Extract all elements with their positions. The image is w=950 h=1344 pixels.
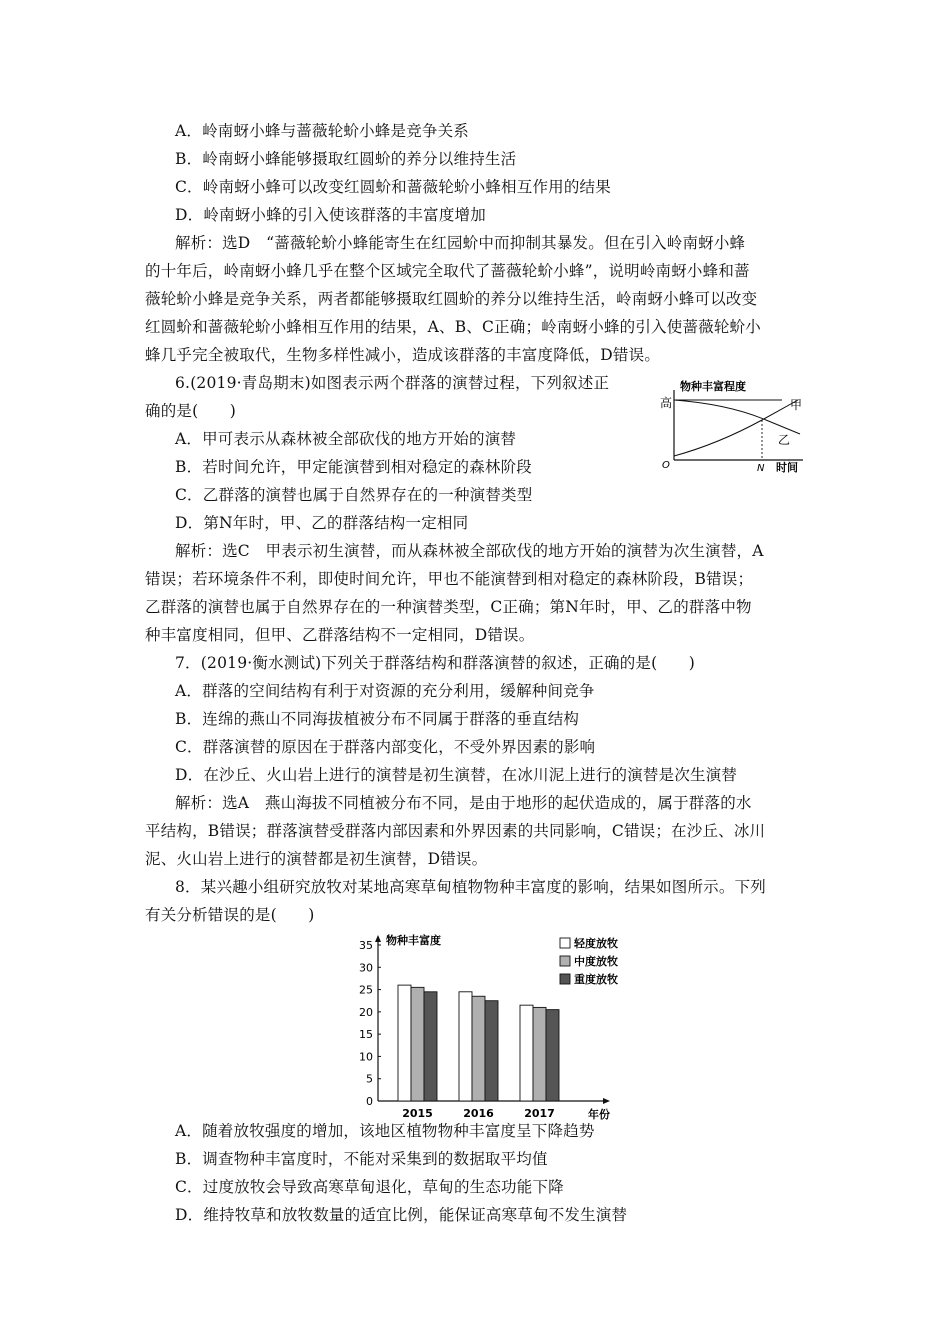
q5-analysis-line: 的十年后，岭南蚜小蜂几乎在整个区域完全取代了蔷薇轮蚧小蜂”，说明岭南蚜小蜂和蔷 <box>145 262 750 280</box>
bar-2015-0 <box>398 985 411 1101</box>
chart-x-title: 年份 <box>588 1108 610 1120</box>
chart-y-tick-label: 0 <box>366 1095 373 1108</box>
legend-label: 轻度放牧 <box>574 937 618 950</box>
chart-x-tick-label: 2017 <box>524 1107 555 1120</box>
chart-x-tick-label: 2015 <box>402 1107 433 1120</box>
legend-label: 重度放牧 <box>574 973 618 986</box>
q7-option-b: B．连绵的燕山不同海拔植被分布不同属于群落的垂直结构 <box>175 710 580 728</box>
curve-yi <box>674 400 798 456</box>
q8-option-b: B．调查物种丰富度时，不能对采集到的数据取平均值 <box>175 1150 548 1168</box>
curve-jia-label: 甲 <box>790 398 803 412</box>
legend-swatch <box>560 974 570 984</box>
q6-option-d: D．第N年时，甲、乙的群落结构一定相同 <box>175 514 469 532</box>
legend-swatch <box>560 938 570 948</box>
q6-analysis-line: 乙群落的演替也属于自然界存在的一种演替类型，C正确；第N年时，甲、乙的群落中物 <box>145 598 752 616</box>
chart-y-title: 物种丰富度 <box>386 934 441 947</box>
q7-analysis-line: 解析：选A 燕山海拔不同植被分布不同，是由于地形的起伏造成的，属于群落的水 <box>175 794 752 812</box>
figure-y-high: 高 <box>660 396 673 410</box>
grazing-bar-chart <box>340 930 640 1120</box>
chart-x-tick-label: 2016 <box>463 1107 494 1120</box>
q8-option-c: C．过度放牧会导致高寒草甸退化，草甸的生态功能下降 <box>175 1178 564 1196</box>
q5-option-d: D．岭南蚜小蜂的引入使该群落的丰富度增加 <box>175 206 486 224</box>
legend-label: 中度放牧 <box>574 955 618 968</box>
figure-origin: O <box>662 460 670 471</box>
q7-analysis-line: 平结构，B错误；群落演替受群落内部因素和外界因素的共同影响，C错误；在沙丘、冰川 <box>145 822 766 840</box>
chart-legend <box>560 936 618 986</box>
chart-bars <box>398 985 559 1101</box>
bar-2017-1 <box>533 1007 546 1101</box>
chart-y-tick-label: 30 <box>359 961 373 975</box>
bar-2015-1 <box>411 987 424 1101</box>
q6-stem: 确的是( ) <box>145 402 236 420</box>
q6-option-b: B．若时间允许，甲定能演替到相对稳定的森林阶段 <box>175 458 532 476</box>
chart-y-tick-label: 25 <box>359 983 373 997</box>
q6-analysis-line: 解析：选C 甲表示初生演替，而从森林被全部砍伐的地方开始的演替为次生演替，A <box>175 542 764 560</box>
chart-y-tick-label: 15 <box>359 1028 373 1042</box>
q7-stem: 7．(2019·衡水测试)下列关于群落结构和群落演替的叙述，正确的是( ) <box>175 654 696 672</box>
q7-option-c: C．群落演替的原因在于群落内部变化，不受外界因素的影响 <box>175 738 596 756</box>
q8-stem: 有关分析错误的是( ) <box>145 906 315 924</box>
curve-yi-label: 乙 <box>778 433 791 447</box>
bar-2017-2 <box>546 1010 559 1101</box>
q5-analysis-line: 解析：选D “蔷薇轮蚧小蜂能寄生在红园蚧中而抑制其暴发。但在引入岭南蚜小蜂 <box>175 234 746 252</box>
bar-2016-2 <box>485 1001 498 1101</box>
chart-y-arrow <box>375 935 381 942</box>
q6-analysis-line: 种丰富度相同，但甲、乙群落结构不一定相同，D错误。 <box>145 626 535 644</box>
q7-analysis-line: 泥、火山岩上进行的演替都是初生演替，D错误。 <box>145 850 488 868</box>
bar-2015-2 <box>424 992 437 1101</box>
chart-y-tick-label: 20 <box>359 1005 373 1019</box>
q5-option-b: B．岭南蚜小蜂能够摄取红圆蚧的养分以维持生活 <box>175 150 517 168</box>
chart-y-tick-label: 5 <box>366 1072 373 1086</box>
q5-analysis-line: 蜂几乎完全被取代，生物多样性减小，造成该群落的丰富度降低，D错误。 <box>145 346 661 364</box>
chart-y-tick-label: 35 <box>359 939 373 952</box>
chart-x-arrow <box>603 1098 610 1104</box>
q6-option-a: A．甲可表示从森林被全部砍伐的地方开始的演替 <box>175 430 517 448</box>
figure-n-mark: N <box>757 463 765 474</box>
q6-stem: 6.(2019·青岛期末)如图表示两个群落的演替过程，下列叙述正 <box>175 374 610 392</box>
q7-option-d: D．在沙丘、火山岩上进行的演替是初生演替，在冰川泥上进行的演替是次生演替 <box>175 766 738 784</box>
q7-option-a: A．群落的空间结构有利于对资源的充分利用，缓解种间竞争 <box>175 682 595 700</box>
succession-figure <box>658 376 818 476</box>
q5-analysis-line: 红圆蚧和蔷薇轮蚧小蜂相互作用的结果，A、B、C正确；岭南蚜小蜂的引入使蔷薇轮蚧小 <box>145 318 761 336</box>
curve-jia <box>674 398 803 434</box>
q8-option-d: D．维持牧草和放牧数量的适宜比例，能保证高寒草甸不发生演替 <box>175 1206 628 1224</box>
q5-option-a: A．岭南蚜小蜂与蔷薇轮蚧小蜂是竞争关系 <box>175 122 469 140</box>
q6-analysis-line: 错误；若环境条件不利，即使时间允许，甲也不能演替到相对稳定的森林阶段，B错误； <box>145 570 754 588</box>
bar-2016-0 <box>459 992 472 1101</box>
chart-y-tick-label: 10 <box>359 1050 373 1064</box>
q8-option-a: A．随着放牧强度的增加，该地区植物物种丰富度呈下降趋势 <box>175 1122 595 1140</box>
bar-2017-0 <box>520 1005 533 1101</box>
q8-stem: 8．某兴趣小组研究放牧对某地高寒草甸植物物种丰富度的影响，结果如图所示。下列 <box>175 878 766 896</box>
q6-option-c: C．乙群落的演替也属于自然界存在的一种演替类型 <box>175 486 533 504</box>
q5-option-c: C．岭南蚜小蜂可以改变红圆蚧和蔷薇轮蚧小蜂相互作用的结果 <box>175 178 611 196</box>
figure-x-title: 时间 <box>776 461 798 474</box>
legend-swatch <box>560 956 570 966</box>
figure-y-title: 物种丰富程度 <box>680 380 746 393</box>
bar-2016-1 <box>472 996 485 1101</box>
q5-analysis-line: 薇轮蚧小蜂是竞争关系，两者都能够摄取红圆蚧的养分以维持生活，岭南蚜小蜂可以改变 <box>145 290 758 308</box>
